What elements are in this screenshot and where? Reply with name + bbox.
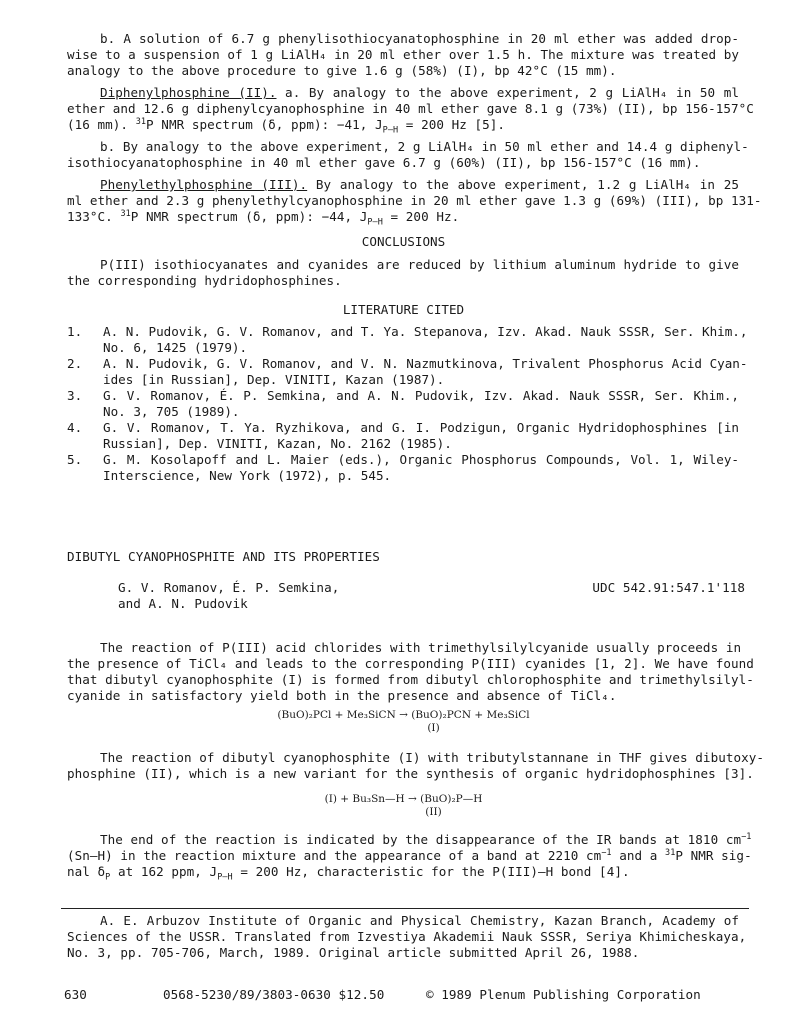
reference-line: G. M. Kosolapoff and L. Maier (eds.), Organic Phosphorus Compounds, Vol. 1, Wiley- <box>103 452 739 467</box>
udc-code: UDC 542.91:547.1'118 <box>592 580 745 595</box>
paragraph-line <box>67 85 739 101</box>
section-title: LITERATURE CITED <box>342 302 465 317</box>
text-span: and a <box>611 848 666 863</box>
article-authors: and A. N. Pudovik <box>118 596 248 611</box>
reference-line: G. V. Romanov, É. P. Semkina, and A. N. Pudovik, Izv. Akad. Nauk SSSR, Ser. Khim., <box>103 388 739 403</box>
article-authors: G. V. Romanov, É. P. Semkina, <box>118 580 340 595</box>
paragraph-line: The reaction of P(III) acid chlorides with trimethylsilylcyanide usually proceeds in <box>100 640 742 655</box>
paragraph-line <box>67 116 739 136</box>
superscript: −1 <box>601 847 612 858</box>
reference-line: ides [in Russian], Dep. VINITI, Kazan (1987). <box>103 372 445 387</box>
equation-label: (I) <box>427 722 440 734</box>
paragraph-line: b. By analogy to the above experiment, 2 g LiAlH₄ in 50 ml ether and 14.4 g diphenyl- <box>100 139 749 154</box>
paragraph-line: that dibutyl cyanophosphite (I) is formed from dibutyl chlorophosphite and trimethylsilyl- <box>67 672 754 687</box>
section-title: CONCLUSIONS <box>361 234 446 249</box>
paragraph-line <box>67 177 739 193</box>
compound-heading: Phenylethylphosphine (III). <box>100 177 308 192</box>
footnote-line: Sciences of the USSR. Translated from Izvestiya Akademii Nauk SSSR, Seriya Khimicheskaya, <box>67 929 747 944</box>
paragraph-line <box>67 208 739 228</box>
chemical-equation: (I) + Bu₃Sn—H → (BuO)₂P—H <box>324 793 483 805</box>
text-span: = 200 Hz [5]. <box>398 117 506 132</box>
text-span: (Sn—H) in the reaction mixture and the appearance of a band at 2210 cm <box>67 848 602 863</box>
paragraph-line <box>67 864 739 883</box>
text-span: at 162 ppm, J <box>110 864 218 879</box>
text-span: 133°C. <box>67 209 121 224</box>
page-number: 630 <box>64 987 87 1002</box>
paragraph-line: wise to a suspension of 1 g LiAlH₄ in 20 ml ether over 1.5 h. The mixture was treated by <box>67 47 739 62</box>
compound-heading: Diphenylphosphine (II). <box>100 85 277 100</box>
paragraph-line: P(III) isothiocyanates and cyanides are reduced by lithium aluminum hydride to give <box>100 257 739 272</box>
subscript: P–H <box>382 125 399 136</box>
reference-number: 2. <box>67 356 83 371</box>
paragraph-line: the corresponding hydridophosphines. <box>67 273 342 288</box>
paragraph-line: b. A solution of 6.7 g phenylisothiocyanatophosphine in 20 ml ether was added drop- <box>100 31 739 46</box>
reference-line: G. V. Romanov, T. Ya. Ryzhikova, and G. I. Podzigun, Organic Hydridophosphines [in <box>103 420 739 435</box>
reference-number: 3. <box>67 388 83 403</box>
text-span: = 200 Hz, characteristic for the P(III)—H bond [4]. <box>232 864 630 879</box>
paragraph-line: The reaction of dibutyl cyanophosphite (I) with tributylstannane in THF gives dibutoxy- <box>100 750 764 765</box>
paragraph-line <box>67 831 752 848</box>
paragraph-line: cyanide in satisfactory yield both in the presence and absence of TiCl₄. <box>67 688 617 703</box>
text-span: = 200 Hz. <box>382 209 460 224</box>
reference-number: 1. <box>67 324 83 339</box>
footnote-line: No. 3, pp. 705-706, March, 1989. Original article submitted April 26, 1988. <box>67 945 640 960</box>
reference-number: 4. <box>67 420 83 435</box>
article-title: DIBUTYL CYANOPHOSPHITE AND ITS PROPERTIES <box>67 549 380 564</box>
paragraph-line <box>67 847 752 864</box>
paragraph-line: isothiocyanatophosphine in 40 ml ether gave 6.7 g (60%) (II), bp 156-157°C (16 mm). <box>67 155 701 170</box>
superscript: −1 <box>741 831 752 842</box>
text-span: P NMR sig- <box>675 848 752 863</box>
reference-line: A. N. Pudovik, G. V. Romanov, and V. N. Nazmutkinova, Trivalent Phosphorus Acid Cyan- <box>103 356 748 371</box>
reference-line: No. 3, 705 (1989). <box>103 404 240 419</box>
paragraph-line: analogy to the above procedure to give 1.6 g (58%) (I), bp 42°C (15 mm). <box>67 63 617 78</box>
reference-line: No. 6, 1425 (1979). <box>103 340 248 355</box>
paragraph-line: ether and 12.6 g diphenylcyanophosphine in 40 ml ether gave 8.1 g (73%) (II), bp 156-157°C <box>67 101 754 116</box>
text-span: By analogy to the above experiment, 1.2 g LiAlH₄ in 25 <box>307 177 739 192</box>
issn-code: 0568-5230/89/3803-0630 $12.50 <box>163 987 385 1002</box>
reference-line: Russian], Dep. VINITI, Kazan, No. 2162 (1985). <box>103 436 452 451</box>
text-span: The end of the reaction is indicated by the disappearance of the IR bands at 1810 cm <box>100 832 742 847</box>
text-span: P NMR spectrum (δ, ppm): −41, J <box>146 117 383 132</box>
equation-label: (II) <box>425 806 442 818</box>
paragraph-line: phosphine (II), which is a new variant for the synthesis of organic hydridophosphines [3]. <box>67 766 754 781</box>
copyright-notice: © 1989 Plenum Publishing Corporation <box>426 987 701 1002</box>
subscript: P <box>105 872 111 883</box>
superscript: 31 <box>120 208 131 219</box>
subscript: P–H <box>367 217 383 228</box>
text-span: a. By analogy to the above experiment, 2 g LiAlH₄ in 50 ml <box>276 85 739 100</box>
reference-number: 5. <box>67 452 83 467</box>
paragraph-line: the presence of TiCl₄ and leads to the corresponding P(III) cyanides [1, 2]. We have found <box>67 656 754 671</box>
paragraph-line: ml ether and 2.3 g phenylethylcyanophosphine in 20 ml ether gave 1.3 g (69%) (III), bp 131- <box>67 193 762 208</box>
text-span: (16 mm). <box>67 117 136 132</box>
text-span: P NMR spectrum (δ, ppm): −44, J <box>130 209 368 224</box>
subscript: P–H <box>217 872 233 883</box>
superscript: 31 <box>665 847 676 858</box>
reference-line: Interscience, New York (1972), p. 545. <box>103 468 392 483</box>
superscript: 31 <box>135 116 147 127</box>
text-span: nal δ <box>67 864 106 879</box>
chemical-equation: (BuO)₂PCl + Me₃SiCN → (BuO)₂PCN + Me₃SiCl <box>277 709 530 721</box>
footnote-line: A. E. Arbuzov Institute of Organic and Physical Chemistry, Kazan Branch, Academy of <box>100 913 739 928</box>
reference-line: A. N. Pudovik, G. V. Romanov, and T. Ya. Stepanova, Izv. Akad. Nauk SSSR, Ser. Khim., <box>103 324 748 339</box>
footnote-divider <box>61 908 749 909</box>
